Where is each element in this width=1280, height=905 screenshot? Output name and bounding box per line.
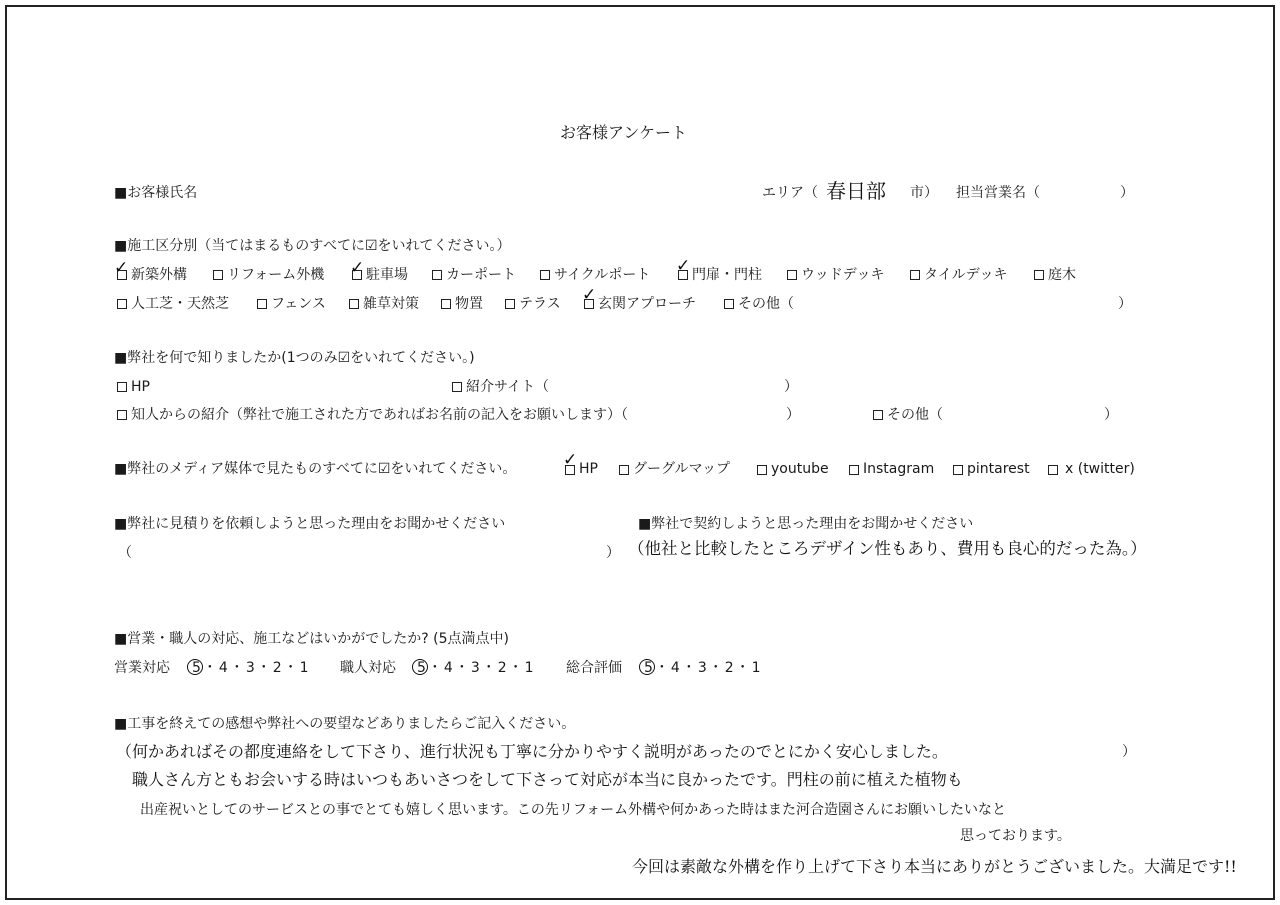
feedback-line-3[interactable]: 出産祝いとしてのサービスとの事でとても嬉しく思います。この先リフォーム外構や何かあった時はまた河合造園さんにお願いしたいなと: [140, 802, 1007, 818]
checkbox-x-twitter[interactable]: [1048, 465, 1058, 475]
checkbox-pintarest[interactable]: [953, 465, 963, 475]
area-label: エリア（: [762, 185, 818, 201]
page-title: お客様アンケート: [560, 123, 688, 142]
checkbox-construction-other[interactable]: [724, 299, 734, 309]
checkbox-intro-site[interactable]: [452, 382, 462, 392]
checkbox-source-other[interactable]: [873, 410, 883, 420]
option-new-exterior: 新築外構: [131, 267, 187, 283]
intro-site-close: ）: [784, 379, 798, 395]
checkbox-turf[interactable]: [117, 299, 127, 309]
checkbox-cycleport[interactable]: [540, 270, 550, 280]
option-construction-other: その他（: [738, 296, 794, 312]
estimate-open: （: [118, 545, 132, 561]
checkbox-terrace[interactable]: [505, 299, 515, 309]
area-suffix: 市）: [910, 185, 938, 201]
checkmark: ✓: [350, 258, 365, 278]
option-x-twitter: x (twitter): [1065, 461, 1135, 477]
checkbox-weed[interactable]: [349, 299, 359, 309]
contract-heading: ■弊社で契約しようと思った理由をお聞かせください: [638, 516, 974, 532]
option-google-map: グーグルマップ: [633, 461, 731, 477]
feedback-heading: ■工事を終えての感想や弊社への要望などありましたらご記入ください。: [114, 716, 576, 732]
option-turf: 人工芝・天然芝: [131, 296, 229, 312]
area-value[interactable]: 春日部: [826, 179, 886, 203]
option-fence: フェンス: [271, 296, 326, 312]
option-garden-tree: 庭木: [1048, 267, 1076, 283]
contract-answer[interactable]: （他社と比較したところデザイン性もあり、費用も良心的だった為。）: [628, 539, 1147, 558]
option-friend: 知人からの紹介（弊社で施工された方であればお名前の記入をお願いします）（: [131, 407, 628, 423]
checkbox-fence[interactable]: [257, 299, 267, 309]
checkbox-source-hp[interactable]: [117, 382, 127, 392]
feedback-line-4[interactable]: 思っております。: [960, 828, 1071, 844]
option-instagram: Instagram: [863, 461, 935, 477]
option-weed: 雑草対策: [363, 296, 419, 312]
craftsman-rating-label: 職人対応: [340, 660, 396, 676]
overall-rating-label: 総合評価: [566, 660, 622, 676]
checkbox-garden-tree[interactable]: [1034, 270, 1044, 280]
option-parking: 駐車場: [366, 267, 408, 283]
checkbox-tile-deck[interactable]: [910, 270, 920, 280]
checkbox-google-map[interactable]: [619, 465, 629, 475]
checkbox-friend[interactable]: [117, 410, 127, 420]
source-heading: ■弊社を何で知りましたか(1つのみ☑をいれてください。): [114, 350, 475, 366]
construction-heading: ■施工区分別（当てはまるものすべてに☑をいれてください。）: [114, 238, 511, 254]
checkbox-instagram[interactable]: [849, 465, 859, 475]
option-cycleport: サイクルポート: [554, 267, 651, 283]
overall-rating-scale[interactable]: 5・4・3・2・1: [644, 660, 763, 676]
feedback-line-2[interactable]: 職人さん方ともお会いする時はいつもあいさつをして下さって対応が本当に良かったです。門柱の前に植えた植物も: [132, 770, 963, 789]
rating-heading: ■営業・職人の対応、施工などはいかがでしたか? (5点満点中): [114, 631, 509, 647]
sales-rep-label: 担当営業名（: [956, 185, 1040, 201]
craftsman-rating-scale[interactable]: 5・4・3・2・1: [417, 660, 536, 676]
option-reform: リフォーム外機: [227, 267, 325, 283]
sales-rating-scale[interactable]: 5・4・3・2・1: [192, 660, 311, 676]
option-pintarest: pintarest: [967, 461, 1030, 477]
checkbox-youtube[interactable]: [757, 465, 767, 475]
option-terrace: テラス: [519, 296, 561, 312]
option-carport: カーポート: [446, 267, 516, 283]
checkmark: ✓: [582, 285, 597, 305]
option-gate: 門扉・門柱: [692, 267, 762, 283]
option-tile-deck: タイルデッキ: [924, 267, 1008, 283]
customer-name-label: ■お客様氏名: [114, 185, 198, 201]
checkmark: ✓: [563, 450, 578, 470]
checkmark: ✓: [114, 258, 129, 278]
option-youtube: youtube: [771, 461, 829, 477]
checkbox-wood-deck[interactable]: [787, 270, 797, 280]
sales-rep-close: ）: [1120, 185, 1134, 201]
option-source-hp: HP: [131, 379, 150, 395]
checkmark: ✓: [676, 256, 691, 276]
media-heading: ■弊社のメディア媒体で見たものすべてに☑をいれてください。: [114, 461, 517, 477]
option-storage: 物置: [455, 296, 483, 312]
option-wood-deck: ウッドデッキ: [801, 267, 885, 283]
option-source-other: その他（: [887, 407, 943, 423]
option-approach: 玄関アプローチ: [598, 296, 696, 312]
feedback-close: ）: [1122, 744, 1136, 760]
checkbox-reform[interactable]: [213, 270, 223, 280]
estimate-close: ）: [606, 545, 620, 561]
source-other-close: ）: [1104, 407, 1118, 423]
construction-other-close: ）: [1118, 296, 1132, 312]
estimate-heading: ■弊社に見積りを依頼しようと思った理由をお聞かせください: [114, 516, 506, 532]
friend-close: ）: [786, 407, 800, 423]
feedback-line-1[interactable]: （何かあればその都度連絡をして下さり、進行状況も丁寧に分かりやすく説明があったのでとにかく安心しました。: [116, 742, 948, 761]
feedback-line-5[interactable]: 今回は素敵な外構を作り上げて下さり本当にありがとうございました。大満足です!!: [632, 857, 1237, 876]
checkbox-storage[interactable]: [441, 299, 451, 309]
option-intro-site: 紹介サイト（: [466, 379, 550, 395]
checkbox-carport[interactable]: [432, 270, 442, 280]
sales-rating-label: 営業対応: [114, 660, 170, 676]
option-media-hp: HP: [579, 461, 598, 477]
